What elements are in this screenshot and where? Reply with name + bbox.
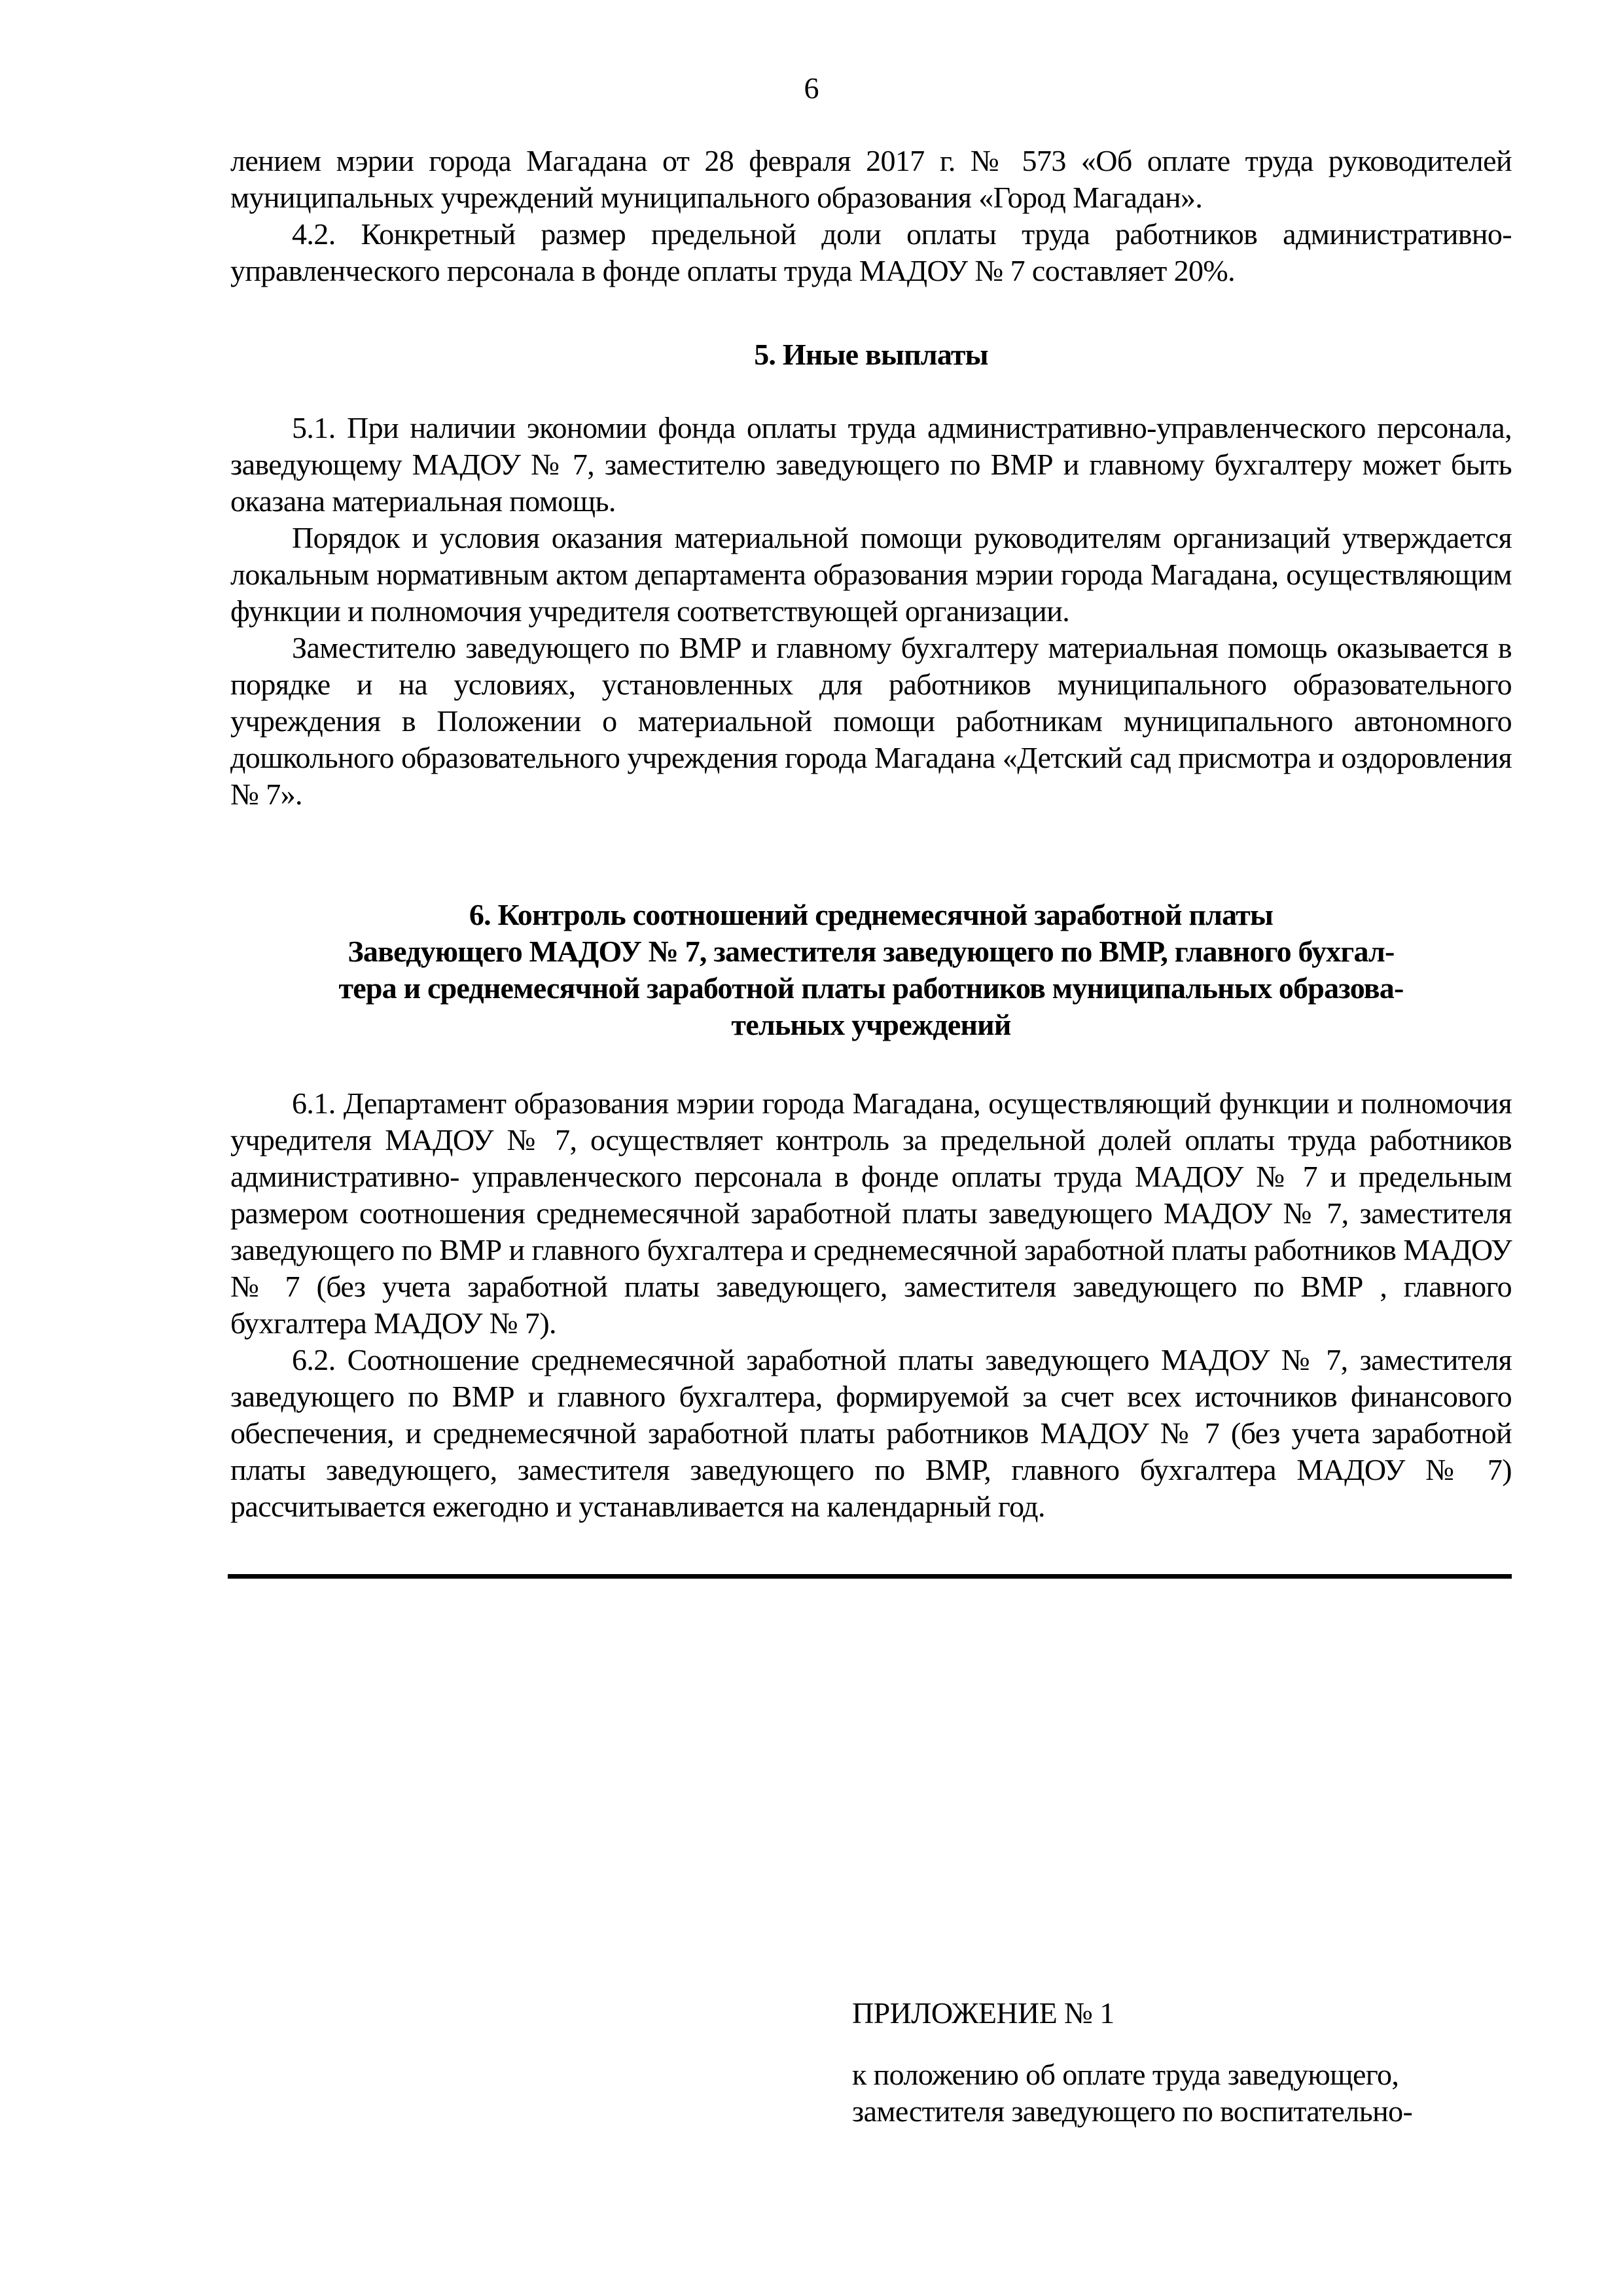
section-6-body	[230, 1085, 1512, 1525]
section-5-body	[230, 410, 1512, 813]
section-5-heading	[230, 336, 1512, 373]
section-5-heading-text: 5. Иные выплаты	[754, 338, 988, 371]
section-6-heading-line: 6. Контроль соотношений среднемесячной заработной платы	[469, 898, 1274, 931]
paragraph-5-1: 5.1. При наличии экономии фонда оплаты труда административно-управленческого персонала, заведующему МАДОУ № 7, заместителю заведующего по ВМР и главному бухгалтеру может быть оказана материальная помощь.	[230, 411, 1512, 518]
section-6-heading-line: тельных учреждений	[731, 1008, 1011, 1041]
section-6-heading	[230, 897, 1512, 1043]
section-6-heading-line: тера и среднемесячной заработной платы работников муниципальных образова-	[338, 971, 1404, 1005]
paragraph-6-1: 6.1. Департамент образования мэрии города Магадана, осуществляющий функции и полномочия учредителя МАДОУ № 7, осуществляет контроль за предельной долей оплаты труда работников административно- управленческого персонала в фонде оплаты труда МАДОУ № 7 и предельным размером соотношения среднемесячной заработной платы заведующего МАДОУ № 7, заместителя заведующего по ВМР и главного бухгалтера и среднемесячной заработной платы работников МАДОУ № 7 (без учета заработной платы заведующего, заместителя заведующего по ВМР , главного бухгалтера МАДОУ № 7).	[230, 1086, 1512, 1340]
paragraph-6-2: 6.2. Соотношение среднемесячной заработной платы заведующего МАДОУ № 7, заместителя заведующего по ВМР и главного бухгалтера, формируемой за счет всех источников финансового обеспечения, и среднемесячной заработной платы работников МАДОУ № 7 (без учета заработной платы заведующего, заместителя заведующего по ВМР, главного бухгалтера МАДОУ № 7) рассчитывается ежегодно и устанавливается на календарный год.	[230, 1343, 1512, 1523]
appendix-title: ПРИЛОЖЕНИЕ № 1	[852, 1996, 1115, 2030]
paragraph-4-2: 4.2. Конкретный размер предельной доли оплаты труда работников административно-управленческого персонала в фонде оплаты труда МАДОУ № 7 составляет 20%.	[230, 217, 1512, 287]
intro-block	[230, 143, 1512, 289]
paragraph-deputy-material-aid: Заместителю заведующего по ВМР и главному бухгалтеру материальная помощь оказывается в порядке и на условиях, установленных для работников муниципального образовательного учреждения в Положении о материальной помощи работникам муниципального автономного дошкольного образовательного учреждения города Магадана «Детский сад присмотра и оздоровления № 7».	[230, 631, 1512, 811]
page-number: 6	[804, 71, 819, 105]
section-6-heading-line: Заведующего МАДОУ № 7, заместителя заведующего по ВМР, главного бухгал-	[348, 935, 1395, 968]
horizontal-rule-divider	[228, 1574, 1512, 1579]
paragraph-material-aid-procedure: Порядок и условия оказания материальной помощи руководителям организаций утверждается локальным нормативным актом департамента образования мэрии города Магадана, осуществляющим функции и полномочия учредителя соответствующей организации.	[230, 521, 1512, 628]
appendix-subtitle-line: к положению об оплате труда заведующего,	[852, 2058, 1399, 2091]
appendix-subtitle	[852, 2056, 1507, 2130]
appendix-subtitle-line: заместителя заведующего по воспитательно-	[852, 2094, 1413, 2128]
intro-paragraph-continuation: лением мэрии города Магадана от 28 февраля 2017 г. № 573 «Об оплате труда руководителей муниципальных учреждений муниципального образования «Город Магадан».	[230, 144, 1512, 214]
